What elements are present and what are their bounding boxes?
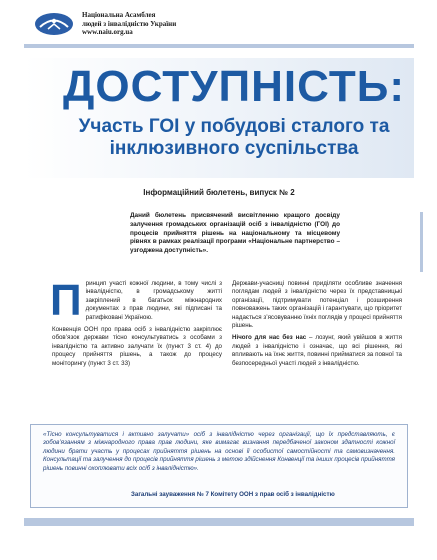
right-paragraph-2	[232, 334, 402, 368]
bottom-divider-bar	[24, 518, 414, 526]
subtitle-line-1: Участь ГОІ у побудові сталого та	[78, 116, 390, 137]
left-paragraph-2: Конвенція ООН про права осіб з інвалідністю закріплює обов’язок держави тісно консультуватись з особами з інвалідністю та активно залучати їх (пункт 3 ст. 4) до процесу прийняття рішень, а також до процесу моніторингу (пункт 3 ст. 33)	[52, 326, 222, 367]
org-line-1: Національна Асамблея	[82, 11, 156, 19]
left-paragraph-1-text: ринцип участі кожної людини, в тому числі з інвалідністю, в громадському житті закріплений в багатьох міжнародних документах з прав людини, які підписані та ратифіковані Україною.	[85, 280, 222, 321]
side-accent-bar	[420, 212, 423, 272]
top-divider-bar	[24, 44, 414, 48]
org-line-2: людей з інвалідністю України	[82, 19, 177, 28]
left-column	[50, 276, 222, 372]
quote-box	[30, 424, 408, 508]
slogan: Нічого для нас без нас	[232, 334, 307, 342]
subtitle	[54, 116, 414, 160]
intro-paragraph: Даний бюлетень присвячений висвітленню кращого досвіду залучення громадських організацій осіб з інвалідністю (ГОІ) до процесів прийняття рішень на національному та місцевому рівнях в рамках реалізації програми «Національне партнерство – узгоджена доступність».	[130, 212, 340, 255]
header	[24, 8, 424, 44]
quote-text: «Тісно консультуватися і активно залучати» осіб з інвалідністю через організації, що їх представляють, є зобов’язанням з міжнародного права прав людини, яке вимагає визнання передбаченої законом здатності кожної людини брати участь у процесах прийняття рішень на основі її особистої самостійності та самовизначення. Консультації та залучення до процесів прийняття рішень з метою здійснення Конвенції та інших процесів прийняття рішень повинні охоплювати всіх осіб з інвалідністю».	[43, 431, 395, 472]
title-block	[24, 58, 414, 178]
org-name	[82, 11, 176, 37]
org-website: www.naiu.org.ua	[82, 28, 133, 36]
quote-source: Загальні зауваження № 7 Комітету ООН з прав осіб з інвалідністю	[131, 491, 335, 498]
main-title: ДОСТУПНІСТЬ:	[63, 62, 405, 111]
right-paragraph-2-text: – лозунг, який увійшов в життя людей з інвалідністю і означає, що всі рішення, які впливають на їхнє життя, повинні прийматися за повної та безпосередньої участі людей з інвалідністю.	[232, 334, 402, 367]
right-paragraph-1: Держави-учасниці повинні приділяти особливе значення поглядам людей з інвалідністю через їх представницькі організації, підтримувати потенціал і розширення повноважень таких організацій і гарантувати, що пріоритет надається з’ясовуванню їхніх поглядів у процесі прийняття рішень.	[232, 280, 402, 330]
drop-cap: П	[50, 276, 82, 325]
subtitle-line-2: інклюзивного суспільства	[109, 138, 359, 159]
bulletin-issue: Інформаційний бюлетень, випуск № 2	[143, 188, 295, 197]
left-paragraph-1	[50, 276, 222, 325]
right-column	[232, 280, 402, 372]
naiu-logo-icon	[34, 12, 74, 36]
